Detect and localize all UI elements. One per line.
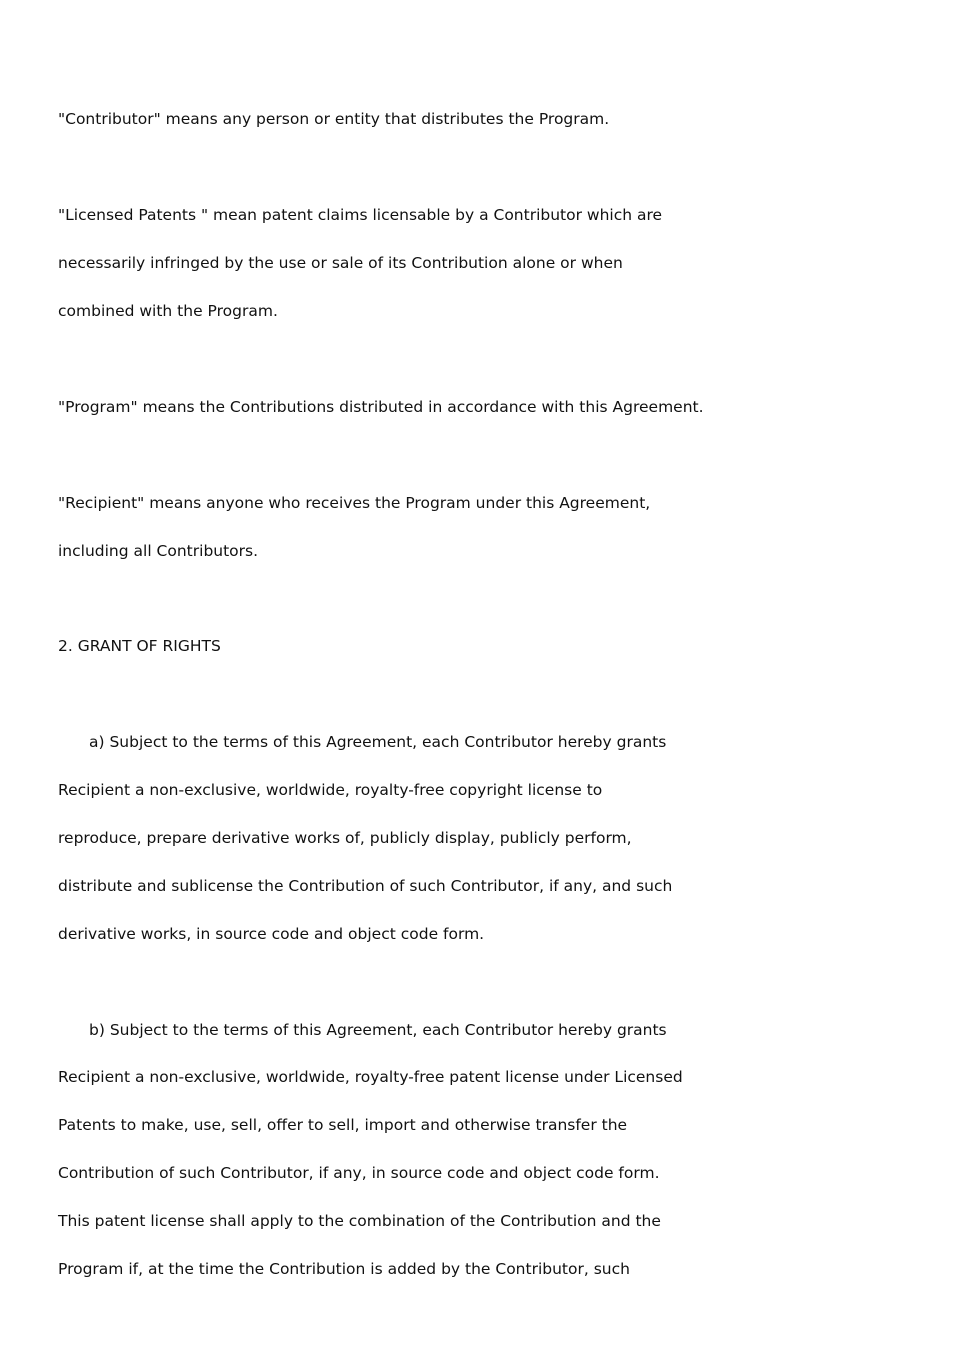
clause-a-line-3: reproduce, prepare derivative works of, publicly display, publicly perform, xyxy=(58,829,632,847)
section-heading-grant-of-rights: 2. GRANT OF RIGHTS xyxy=(58,637,221,655)
definition-contributor: "Contributor" means any person or entity that distributes the Program. xyxy=(58,110,610,128)
definition-licensed-patents-line-3: combined with the Program. xyxy=(58,302,278,320)
clause-b-line-6: Program if, at the time the Contribution is added by the Contributor, such xyxy=(58,1260,630,1278)
definition-recipient-line-2: including all Contributors. xyxy=(58,542,259,560)
clause-a-line-1: a) Subject to the terms of this Agreement, each Contributor hereby grants xyxy=(89,733,667,751)
definition-licensed-patents-line-2: necessarily infringed by the use or sale of its Contribution alone or when xyxy=(58,254,623,272)
definition-licensed-patents-line-1: "Licensed Patents " mean patent claims licensable by a Contributor which are xyxy=(58,206,663,224)
clause-a-line-4: distribute and sublicense the Contribution of such Contributor, if any, and such xyxy=(58,877,673,895)
definition-program: "Program" means the Contributions distributed in accordance with this Agreement. xyxy=(58,398,704,416)
clause-a-line-5: derivative works, in source code and object code form. xyxy=(58,925,485,943)
clause-b-line-3: Patents to make, use, sell, offer to sell, import and otherwise transfer the xyxy=(58,1116,628,1134)
clause-b-line-5: This patent license shall apply to the combination of the Contribution and the xyxy=(58,1212,661,1230)
clause-b-line-4: Contribution of such Contributor, if any, in source code and object code form. xyxy=(58,1164,660,1182)
clause-b-line-2: Recipient a non-exclusive, worldwide, royalty-free patent license under Licensed xyxy=(58,1068,683,1086)
clause-a-line-2: Recipient a non-exclusive, worldwide, royalty-free copyright license to xyxy=(58,781,603,799)
definition-recipient-line-1: "Recipient" means anyone who receives the Program under this Agreement, xyxy=(58,494,651,512)
clause-b-line-1: b) Subject to the terms of this Agreement, each Contributor hereby grants xyxy=(89,1021,667,1039)
